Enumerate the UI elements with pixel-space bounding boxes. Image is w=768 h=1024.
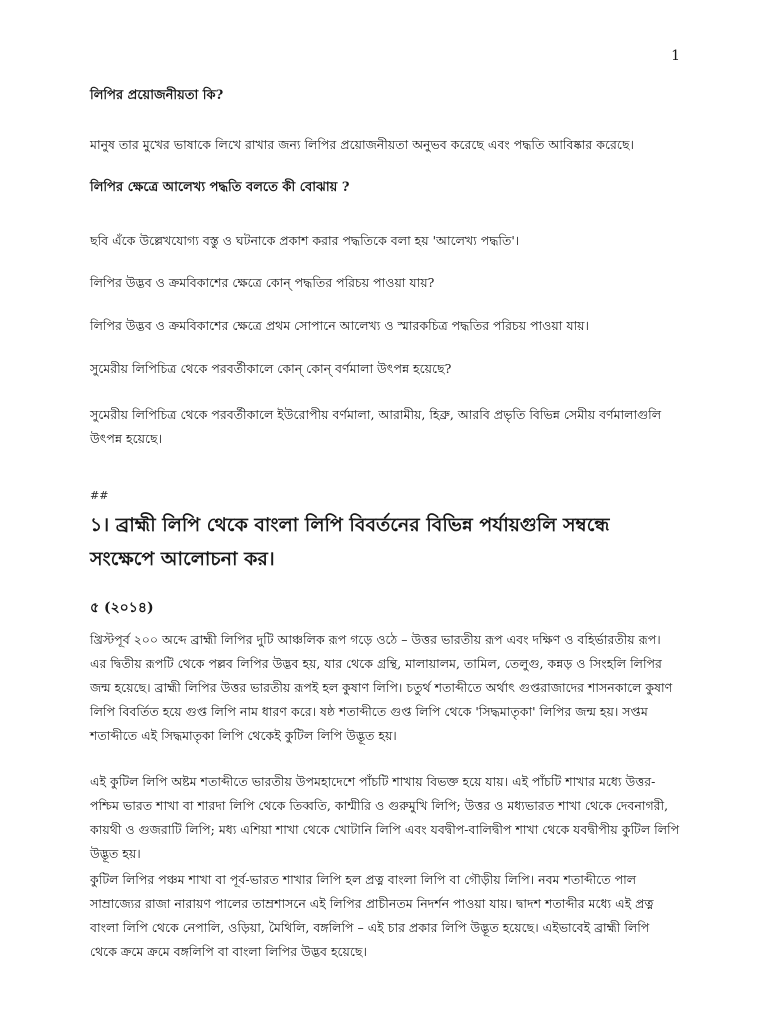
answer-4: সুমেরীয় লিপিচিত্র থেকে পরবর্তীকালে ইউরোপীয় বর্ণমালা, আরামীয়, হিব্রু, আরবি প্রভৃতি বিভিন্ন সেমীয় বর্ণমালাগুলি উৎপন্ন হয়েছে।: [90, 407, 662, 446]
question-4: সুমেরীয় লিপিচিত্র থেকে পরবর্তীকালে কোন্ কোন্ বর্ণমালা উৎপন্ন হয়েছে?: [90, 361, 452, 376]
paragraph-2: এই কুটিল লিপি অষ্টম শতাব্দীতে ভারতীয় উপমহাদেশে পাঁচটি শাখায় বিভক্ত হয়ে যায়। এই পাঁচটি শাখার মধ্যে উত্তর-পশ্চিম ভারত শাখা বা শারদা লিপি থেকে তিব্বতি, কাশ্মীরি ও গুরুমুখি লিপি; উত্তর ও মধ্যভারত শাখা থেকে দেবনাগরী, কায়থী ও গুজরাটি লিপি; মধ্য এশিয়া শাখা থেকে খোটানি লিপি এবং যবদ্বীপ-বালিদ্বীপ শাখা থেকে যবদ্বীপীয় কুটিল লিপি উদ্ভূত হয়।: [90, 774, 680, 861]
section-marker: ##: [90, 489, 109, 502]
answer-1: মানুষ তার মুখের ভাষাকে লিখে রাখার জন্য লিপির প্রয়োজনীয়তা অনুভব করেছে এবং পদ্ধতি আবিষ্কার করেছে।: [90, 137, 634, 152]
question-1: লিপির প্রয়োজনীয়তা কি?: [90, 88, 224, 103]
answer-3: লিপির উদ্ভব ও ক্রমবিকাশের ক্ষেত্রে প্রথম সোপানে আলেখ্য ও স্মারকচিত্র পদ্ধতির পরিচয় পাওয়া যায়।: [90, 318, 590, 333]
section-heading: ১। ব্রাহ্মী লিপি থেকে বাংলা লিপি বিবর্তনের বিভিন্ন পর্যায়গুলি সম্বন্ধে সংক্ষেপে আলোচনা কর।: [90, 514, 610, 570]
question-2: লিপির ক্ষেত্রে আলেখ্য পদ্ধতি বলতে কী বোঝায় ?: [90, 180, 350, 195]
paragraph-3: কুটিল লিপির পঞ্চম শাখা বা পূর্ব-ভারত শাখার লিপি হল প্রত্ন বাংলা লিপি বা গৌড়ীয় লিপি। নবম শতাব্দীতে পাল সাম্রাজ্যের রাজা নারায়ণ পালের তাম্রশাসনে এই লিপির প্রাচীনতম নিদর্শন পাওয়া যায়। দ্বাদশ শতাব্দীর মধ্যে এই প্রত্ন বাংলা লিপি থেকে নেপালি, ওড়িয়া, মৈথিলি, বঙ্গলিপি – এই চার প্রকার লিপি উদ্ভূত হয়েছে। এইভাবেই ব্রাহ্মী লিপি থেকে ক্রমে ক্রমে বঙ্গলিপি বা বাংলা লিপির উদ্ভব হয়েছে।: [90, 872, 654, 959]
paragraph-1: খ্রিস্টপূর্ব ২০০ অব্দে ব্রাহ্মী লিপির দুটি আঞ্চলিক রূপ গড়ে ওঠে – উত্তর ভারতীয় রূপ এবং দক্ষিণ ও বহির্ভারতীয় রূপ। এর দ্বিতীয় রূপটি থেকে পল্লব লিপির উদ্ভব হয়, যার থেকে গ্রন্থি, মালায়ালম, তামিল, তেলুগু, কন্নড় ও সিংহলি লিপির জন্ম হয়েছে। ব্রাহ্মী লিপির উত্তর ভারতীয় রূপই হল কুষাণ লিপি। চতুর্থ শতাব্দীতে অর্থাৎ গুপ্তরাজাদের শাসনকালে কুষাণ লিপি বিবর্তিত হয়ে গুপ্ত লিপি নাম ধারণ করে। ষষ্ঠ শতাব্দীতে গুপ্ত লিপি থেকে 'সিদ্ধমাতৃকা' লিপির জন্ম হয়। সপ্তম শতাব্দীতে এই সিদ্ধমাতৃকা লিপি থেকেই কুটিল লিপি উদ্ভূত হয়।: [90, 632, 673, 743]
answer-2: ছবি এঁকে উল্লেখযোগ্য বস্তু ও ঘটনাকে প্রকাশ করার পদ্ধতিকে বলা হয় 'আলেখ্য পদ্ধতি'।: [90, 233, 520, 248]
page-number: 1: [671, 48, 680, 64]
question-3: লিপির উদ্ভব ও ক্রমবিকাশের ক্ষেত্রে কোন্ পদ্ধতির পরিচয় পাওয়া যায়?: [90, 275, 435, 290]
marks-label: ৫ (২০১৪): [90, 600, 154, 616]
